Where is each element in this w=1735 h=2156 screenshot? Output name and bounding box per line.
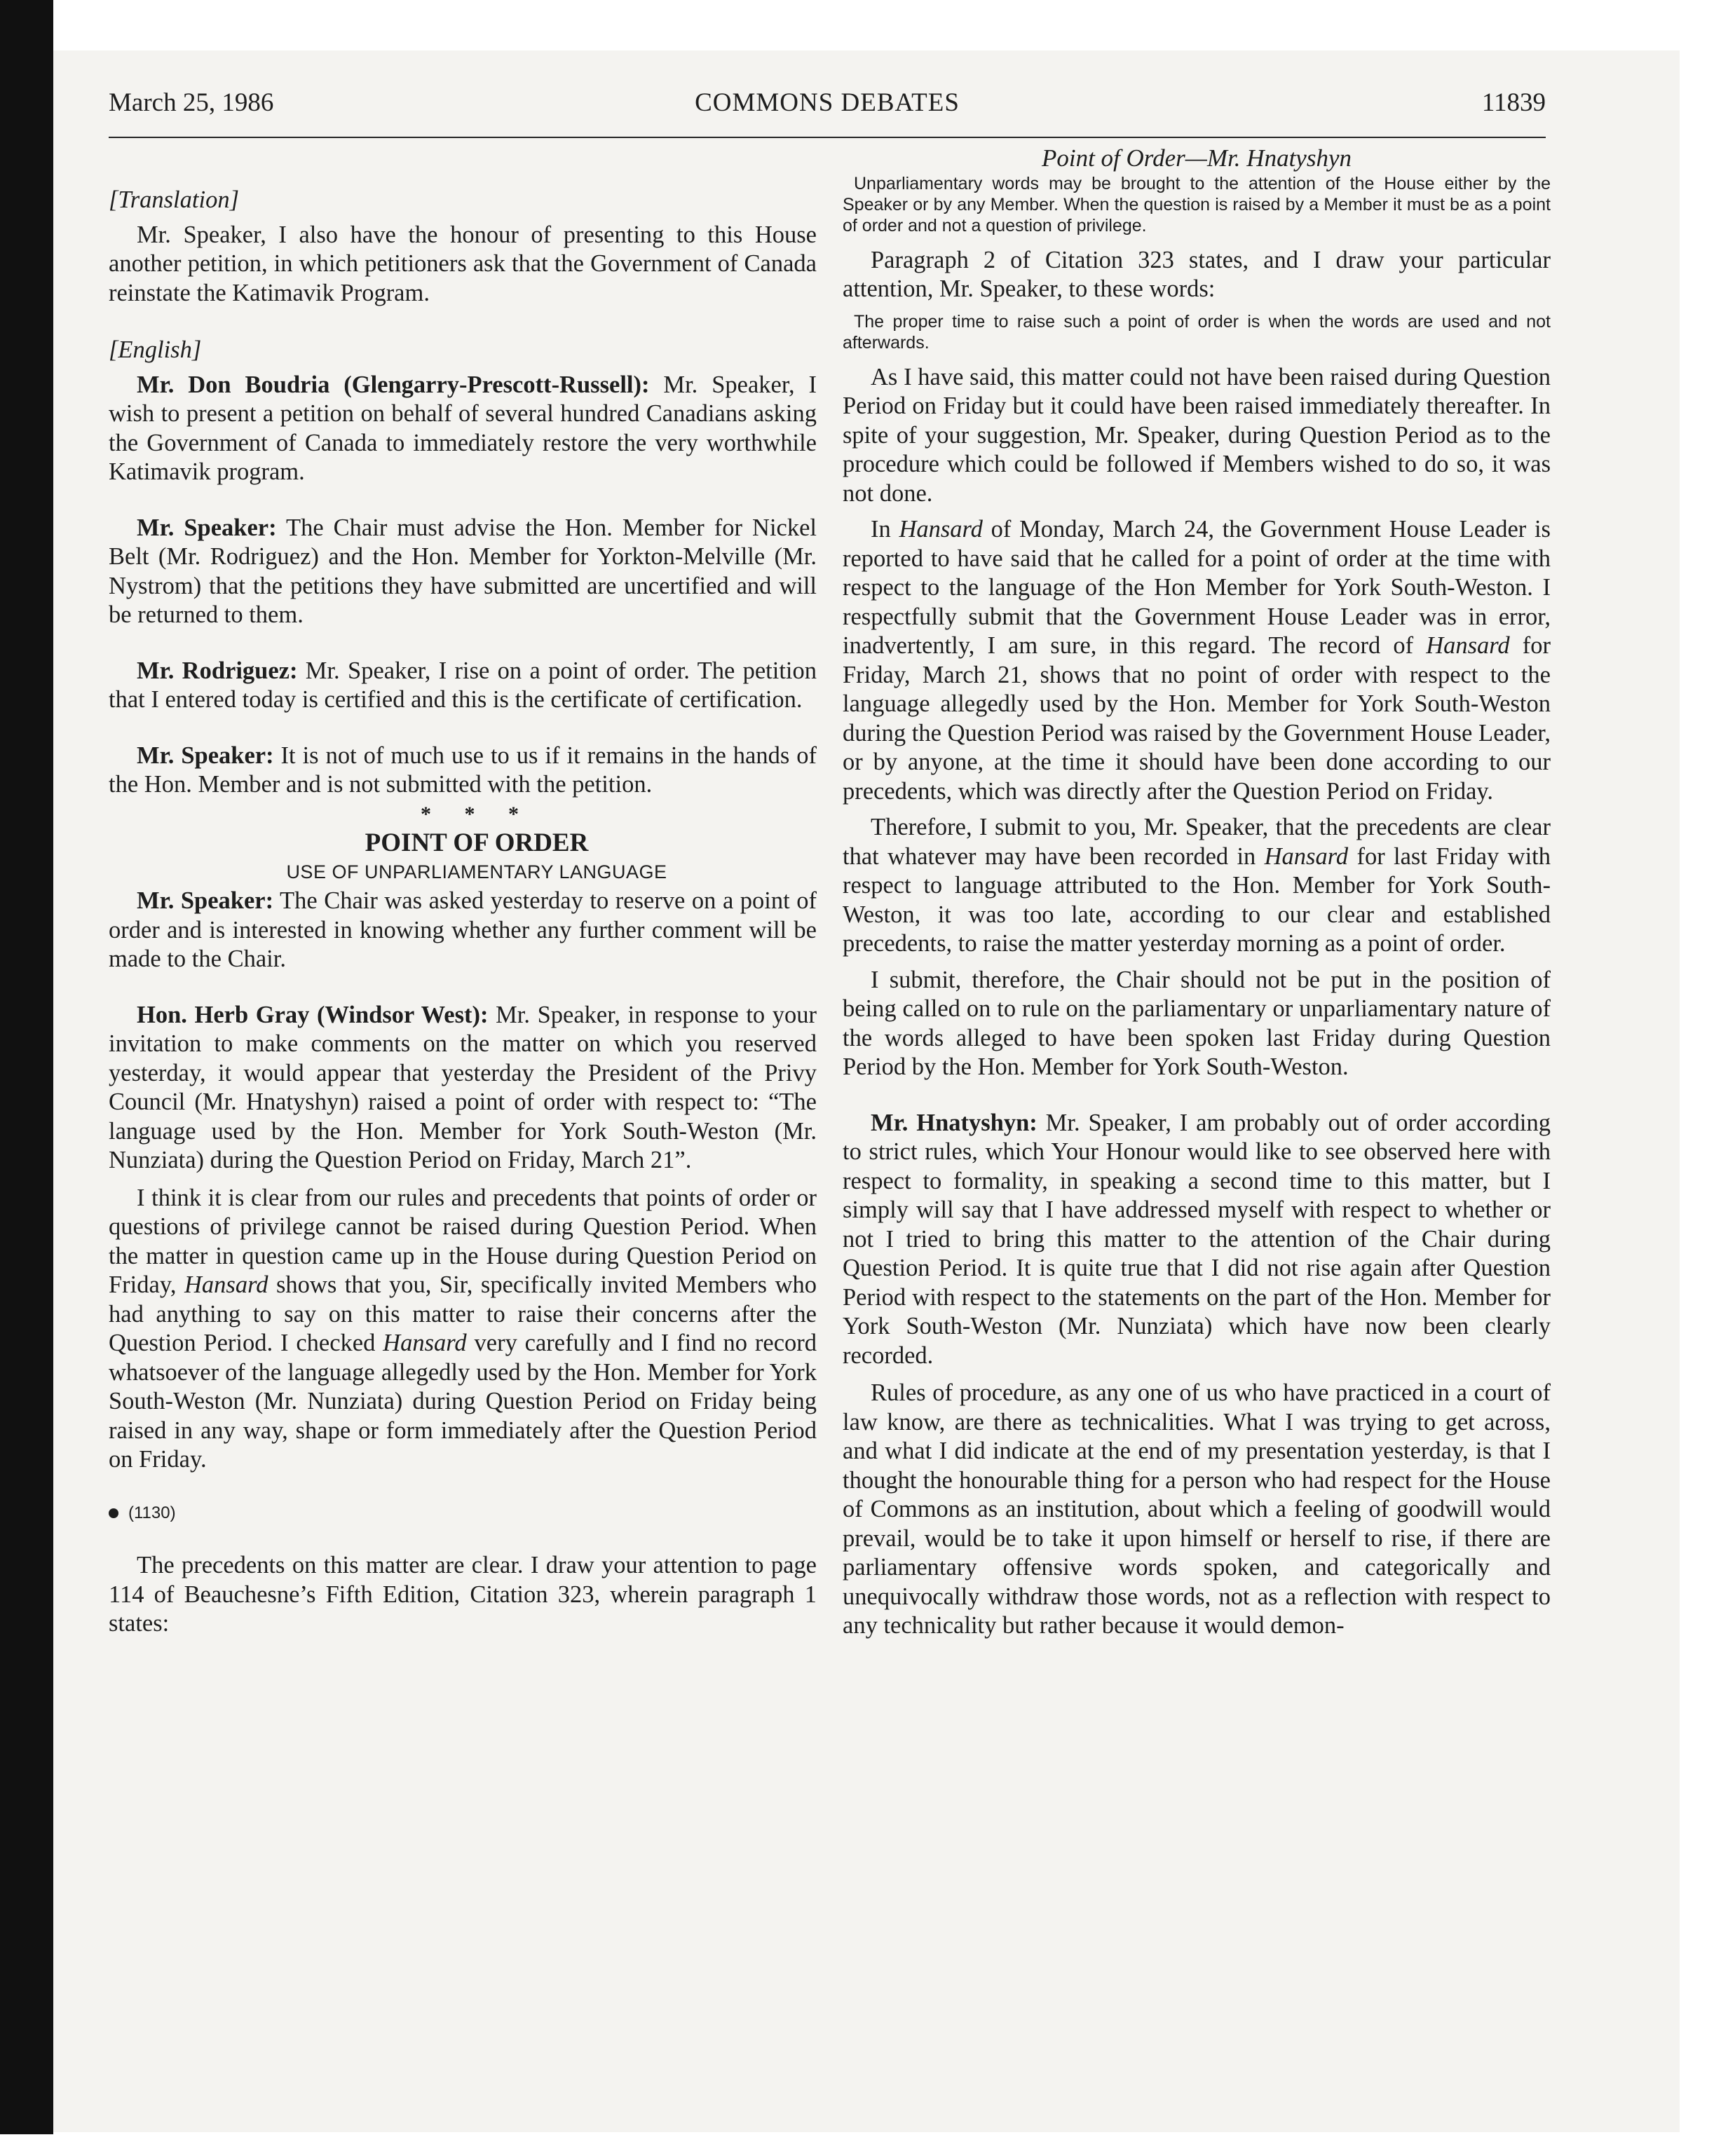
speaker-name: Mr. Speaker:: [137, 742, 274, 769]
speech-text: shows that you, Sir, specifically invited Members who had anything to say on this matter to raise their concerns after the Question Period. I checked: [109, 1271, 817, 1356]
speech-text: The Chair must advise the Hon. Member for Nickel Belt (Mr. Rodriguez) and the Hon. Member for Yorkton-Melville (Mr. Nystrom) that the petitions they have submitted are uncertified and will be returned to them.: [109, 514, 817, 628]
speech-text: It is not of much use to us if it remains in the hands of the Hon. Member and is not submitted with the petition.: [109, 742, 817, 798]
section-subtitle: USE OF UNPARLIAMENTARY LANGUAGE: [286, 861, 667, 882]
citation-quote: Unparliamentary words may be brought to the attention of the House either by the Speaker or by any Member. When the question is raised by a Member it must be as a point of order and not a question of privilege.: [843, 173, 1551, 236]
paragraph: [109, 742, 817, 800]
speech-text: of Monday, March 24, the Government House Leader is reported to have said that he called for a point of order at the time with respect to the language of the Hon Member for York South-Weston. I respectfully submit that the Government House Leader was in error, inadvertently, I am sure, in this regard. The record of: [843, 516, 1551, 659]
header-page-number: 11839: [1481, 88, 1546, 117]
running-title: Point of Order—Mr. Hnatyshyn: [1041, 144, 1352, 172]
paragraph: As I have said, this matter could not have been raised during Question Period on Friday but it could have been raised immediately thereafter. In spite of your suggestion, Mr. Speaker, during Question Period as to the procedure which could be followed if Members wished to do so, it was not done.: [843, 363, 1551, 507]
publication-name: Hansard: [1264, 842, 1349, 870]
speaker-name: Hon. Herb Gray (Windsor West):: [137, 1001, 489, 1028]
speech-text: Mr. Speaker, I rise on a point of order. The petition that I entered today is certified and this is the certificate of certification.: [109, 657, 817, 713]
speaker-name: Mr. Hnatyshyn:: [871, 1109, 1037, 1136]
speaker-name: Mr. Speaker:: [137, 514, 277, 541]
time-marker-text: (1130): [128, 1503, 176, 1522]
paragraph: [109, 1001, 817, 1175]
right-column: [843, 144, 1551, 1641]
speaker-name: Mr. Don Boudria (Glengarry-Prescott-Russell):: [137, 371, 650, 398]
bullet-icon: [109, 1508, 118, 1518]
paragraph: I submit, therefore, the Chair should not be put in the position of being called on to rule on the parliamentary or unparliamentary nature of the words alleged to have been spoken last Friday during Question Period by the Hon. Member for York South-Weston.: [843, 966, 1551, 1080]
paragraph: The precedents on this matter are clear. I draw your attention to page 114 of Beauchesne’s Fifth Edition, Citation 323, wherein paragraph 1 states:: [109, 1552, 817, 1637]
speaker-name: Mr. Rodriguez:: [137, 657, 298, 684]
paragraph: [109, 514, 817, 630]
scan-border: [0, 0, 53, 2156]
time-marker: [109, 1499, 817, 1528]
paragraph: Mr. Speaker, I also have the honour of presenting to this House another petition, in which petitioners ask that the Government of Canada reinstate the Katimavik Program.: [109, 221, 817, 306]
section-separator: * * *: [421, 802, 533, 826]
header-title: COMMONS DEBATES: [695, 88, 960, 117]
speech-text: for last Friday with respect to language attributed to the Hon. Member for York South-Weston, it was too late, according to our clear and established precedents, to raise the matter yesterday morning as a point of order.: [843, 842, 1551, 957]
speech-text: The Chair was asked yesterday to reserve on a point of order and is interested in knowing whether any further comment will be made to the Chair.: [109, 887, 817, 972]
speech-text: Mr. Speaker, in response to your invitation to make comments on the matter on which you reserved yesterday, it would appear that yesterday the President of the Privy Council (Mr. Hnatyshyn) raised a point of order with respect to: “The language used by the Hon. Member for York South-Weston (Mr. Nunziata) during the Question Period on Friday, March 21”.: [109, 1001, 817, 1173]
paragraph: [843, 813, 1551, 959]
paragraph: Rules of procedure, as any one of us who have practiced in a court of law know, are there as technicalities. What I was trying to get across, and what I did indicate at the end of my presentation yesterday, is that I thought the honourable thing for a person who had respect for the House of Commons as an institution, about which a feeling of goodwill would prevail, would be to take it upon himself or herself to rise, if there are parliamentary offensive words spoken, and categorically and unequivocally withdraw those words, not as a reflection with respect to any technicality but rather because it would demon-: [843, 1379, 1551, 1639]
language-marker: [Translation]: [109, 186, 239, 213]
speaker-name: Mr. Speaker:: [137, 887, 274, 914]
paragraph: [843, 515, 1551, 806]
publication-name: Hansard: [184, 1271, 268, 1298]
speech-text: Therefore, I submit to you, Mr. Speaker, that the precedents are clear that whatever may have been recorded in: [843, 814, 1551, 870]
speech-text: I think it is clear from our rules and precedents that points of order or questions of privilege cannot be raised during Question Period. When the matter in question came up in the House during Question Period on Friday,: [109, 1184, 817, 1298]
left-column: [109, 144, 817, 1639]
page-header: [109, 88, 1546, 138]
speech-text: In: [871, 516, 899, 543]
publication-name: Hansard: [383, 1330, 467, 1356]
paragraph: [109, 1184, 817, 1475]
citation-quote: The proper time to raise such a point of order is when the words are used and not afterwards.: [843, 311, 1551, 353]
header-date: March 25, 1986: [109, 88, 274, 117]
speech-text: Mr. Speaker, I am probably out of order according to strict rules, which Your Honour would like to see observed here with respect to formality, in speaking a second time to this matter, but I simply will say that I have addressed myself with respect to whether or not I tried to bring this matter to the attention of the Chair during Question Period. It is quite true that I did not rise again after Question Period with respect to the statements on the part of the Hon. Member for York South-Weston (Mr. Nunziata) which have now been clearly recorded.: [843, 1109, 1551, 1369]
speech-text: Mr. Speaker, I wish to present a petition on behalf of several hundred Canadians asking the Government of Canada to immediately restore the very worthwhile Katimavik program.: [109, 371, 817, 485]
speech-text: for Friday, March 21, shows that no point of order with respect to the language allegedly used by the Hon. Member for York South-Weston during the Question Period was raised by the Government House Leader, or by anyone, at the time it should have been done according to our precedents, which was directly after the Question Period on Friday.: [843, 632, 1551, 805]
paragraph: [109, 371, 817, 487]
section-title: POINT OF ORDER: [365, 828, 589, 857]
paragraph: [109, 657, 817, 715]
publication-name: Hansard: [1426, 632, 1510, 659]
paragraph: [843, 1109, 1551, 1371]
paragraph: [109, 887, 817, 974]
paragraph: Paragraph 2 of Citation 323 states, and I draw your particular attention, Mr. Speaker, to these words:: [843, 246, 1551, 302]
language-marker: [English]: [109, 336, 202, 363]
publication-name: Hansard: [899, 516, 983, 543]
page-bottom-edge: [0, 2134, 1735, 2156]
speech-text: very carefully and I find no record whatsoever of the language allegedly used by the Hon. Member for York South-Weston (Mr. Nunziata) during Question Period on Friday being raised in any way, shape or form immediately after the Question Period on Friday.: [109, 1330, 817, 1473]
